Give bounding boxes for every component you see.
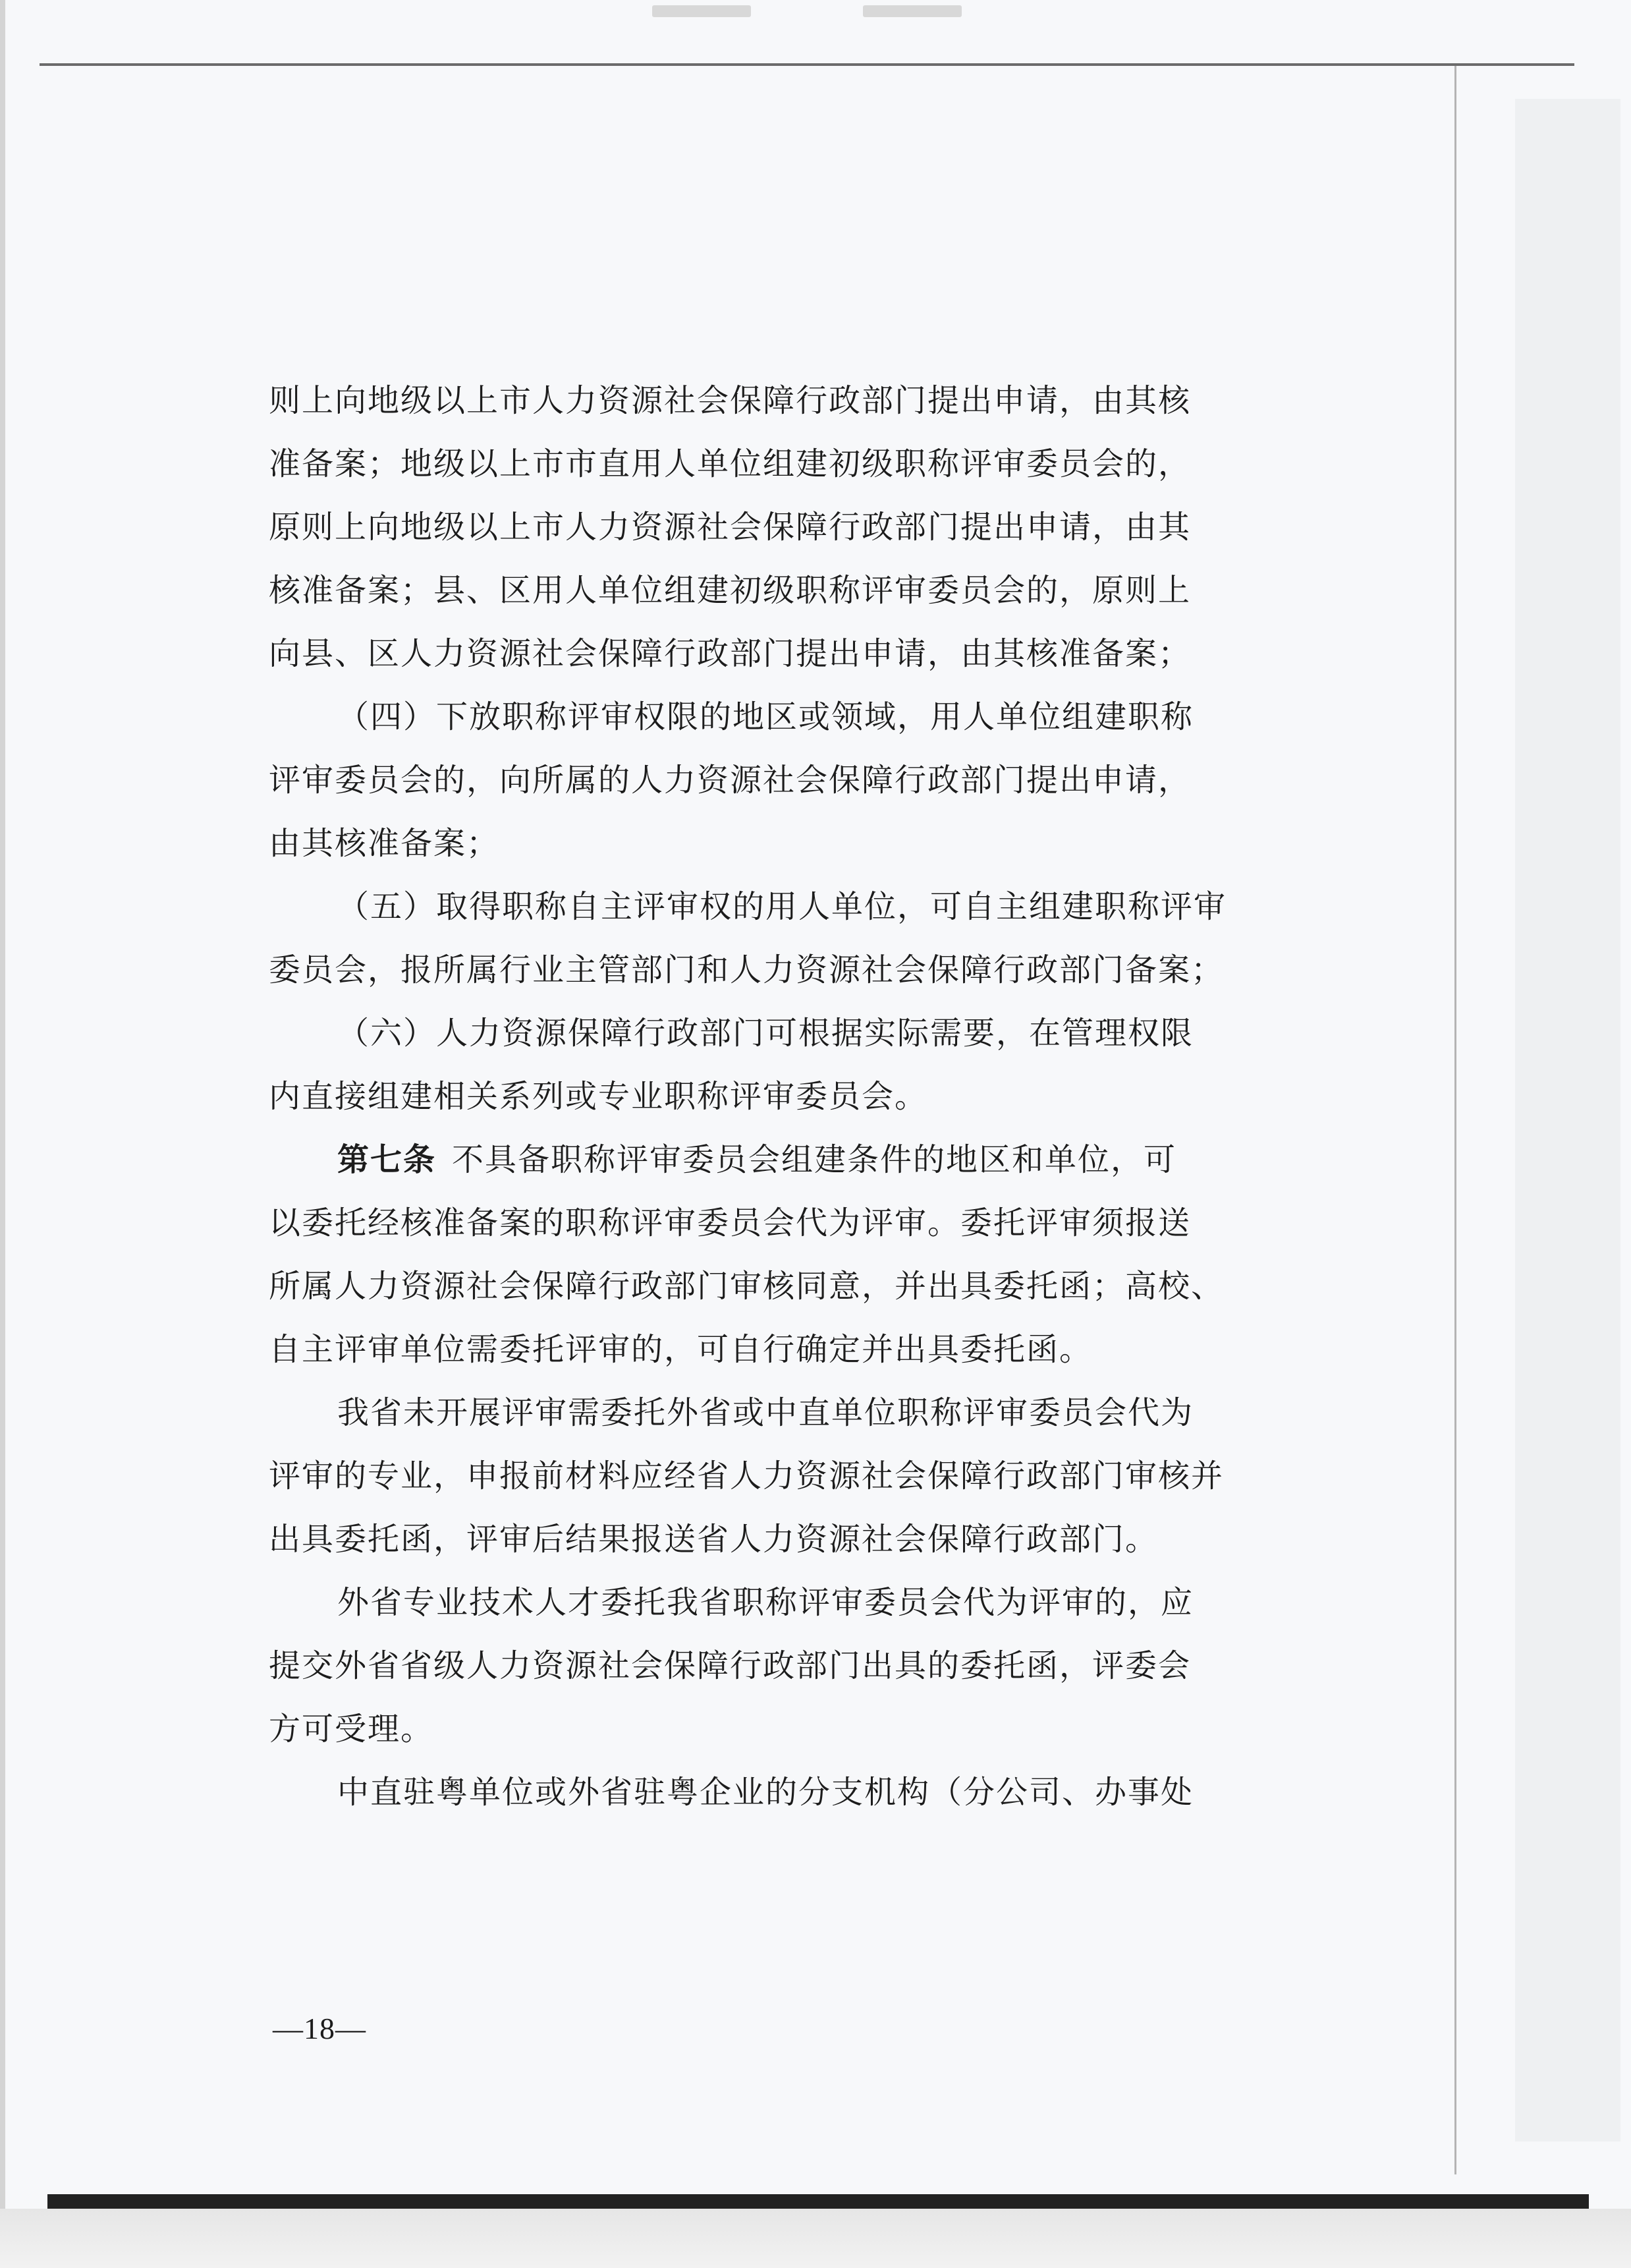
body-line: （四）下放职称评审权限的地区或领域，用人单位组建职称	[337, 698, 1194, 735]
body-line: 原则上向地级以上市人力资源社会保障行政部门提出申请，由其	[269, 509, 1192, 546]
body-line: 由其核准备案；	[269, 825, 500, 862]
body-line: 评审的专业，申报前材料应经省人力资源社会保障行政部门审核并	[269, 1458, 1225, 1494]
body-line: （五）取得职称自主评审权的用人单位，可自主组建职称评审	[337, 888, 1227, 925]
scan-bottom-shadow	[0, 2209, 1631, 2268]
body-line: 委员会，报所属行业主管部门和人力资源社会保障行政部门备案；	[269, 951, 1225, 988]
page-number: —18—	[273, 2012, 366, 2045]
scan-top-mark	[652, 5, 751, 17]
body-line: 提交外省省级人力资源社会保障行政部门出具的委托函，评委会	[269, 1647, 1192, 1684]
body-line: 以委托经核准备案的职称评审委员会代为评审。委托评审须报送	[269, 1205, 1192, 1241]
body-line: （六）人力资源保障行政部门可根据实际需要，在管理权限	[337, 1015, 1194, 1052]
body-line: 方可受理。	[269, 1711, 434, 1747]
body-line: 我省未开展评审需委托外省或中直单位职称评审委员会代为	[337, 1394, 1194, 1431]
body-line: 核准备案；县、区用人单位组建初级职称评审委员会的，原则上	[269, 572, 1192, 609]
scan-bottom-rule	[47, 2194, 1589, 2209]
article-heading: 第七条	[337, 1141, 437, 1178]
body-line: 自主评审单位需委托评审的，可自行确定并出具委托函。	[269, 1331, 1093, 1368]
body-line: 则上向地级以上市人力资源社会保障行政部门提出申请，由其核	[269, 382, 1192, 419]
scan-left-edge	[0, 0, 5, 2268]
body-line: 准备案；地级以上市市直用人单位组建初级职称评审委员会的，	[269, 445, 1192, 482]
body-line: 外省专业技术人才委托我省职称评审委员会代为评审的，应	[337, 1584, 1194, 1621]
body-line: 内直接组建相关系列或专业职称评审委员会。	[269, 1078, 928, 1115]
scan-top-mark	[863, 5, 962, 17]
document-body	[269, 369, 1349, 1824]
scan-margin-shading	[1515, 99, 1620, 2141]
body-line: 所属人力资源社会保障行政部门审核同意，并出具委托函；高校、	[269, 1268, 1225, 1305]
body-line: 评审委员会的，向所属的人力资源社会保障行政部门提出申请，	[269, 762, 1192, 799]
body-line: 出具委托函，评审后结果报送省人力资源社会保障行政部门。	[269, 1521, 1159, 1558]
body-line: 向县、区人力资源社会保障行政部门提出申请，由其核准备案；	[269, 635, 1192, 672]
scan-right-rule	[1454, 66, 1456, 2174]
article-text: 不具备职称评审委员会组建条件的地区和单位，可	[452, 1141, 1177, 1178]
scan-top-rule	[40, 63, 1574, 66]
article-line	[269, 1128, 1349, 1191]
body-line: 中直驻粤单位或外省驻粤企业的分支机构（分公司、办事处	[337, 1774, 1194, 1811]
